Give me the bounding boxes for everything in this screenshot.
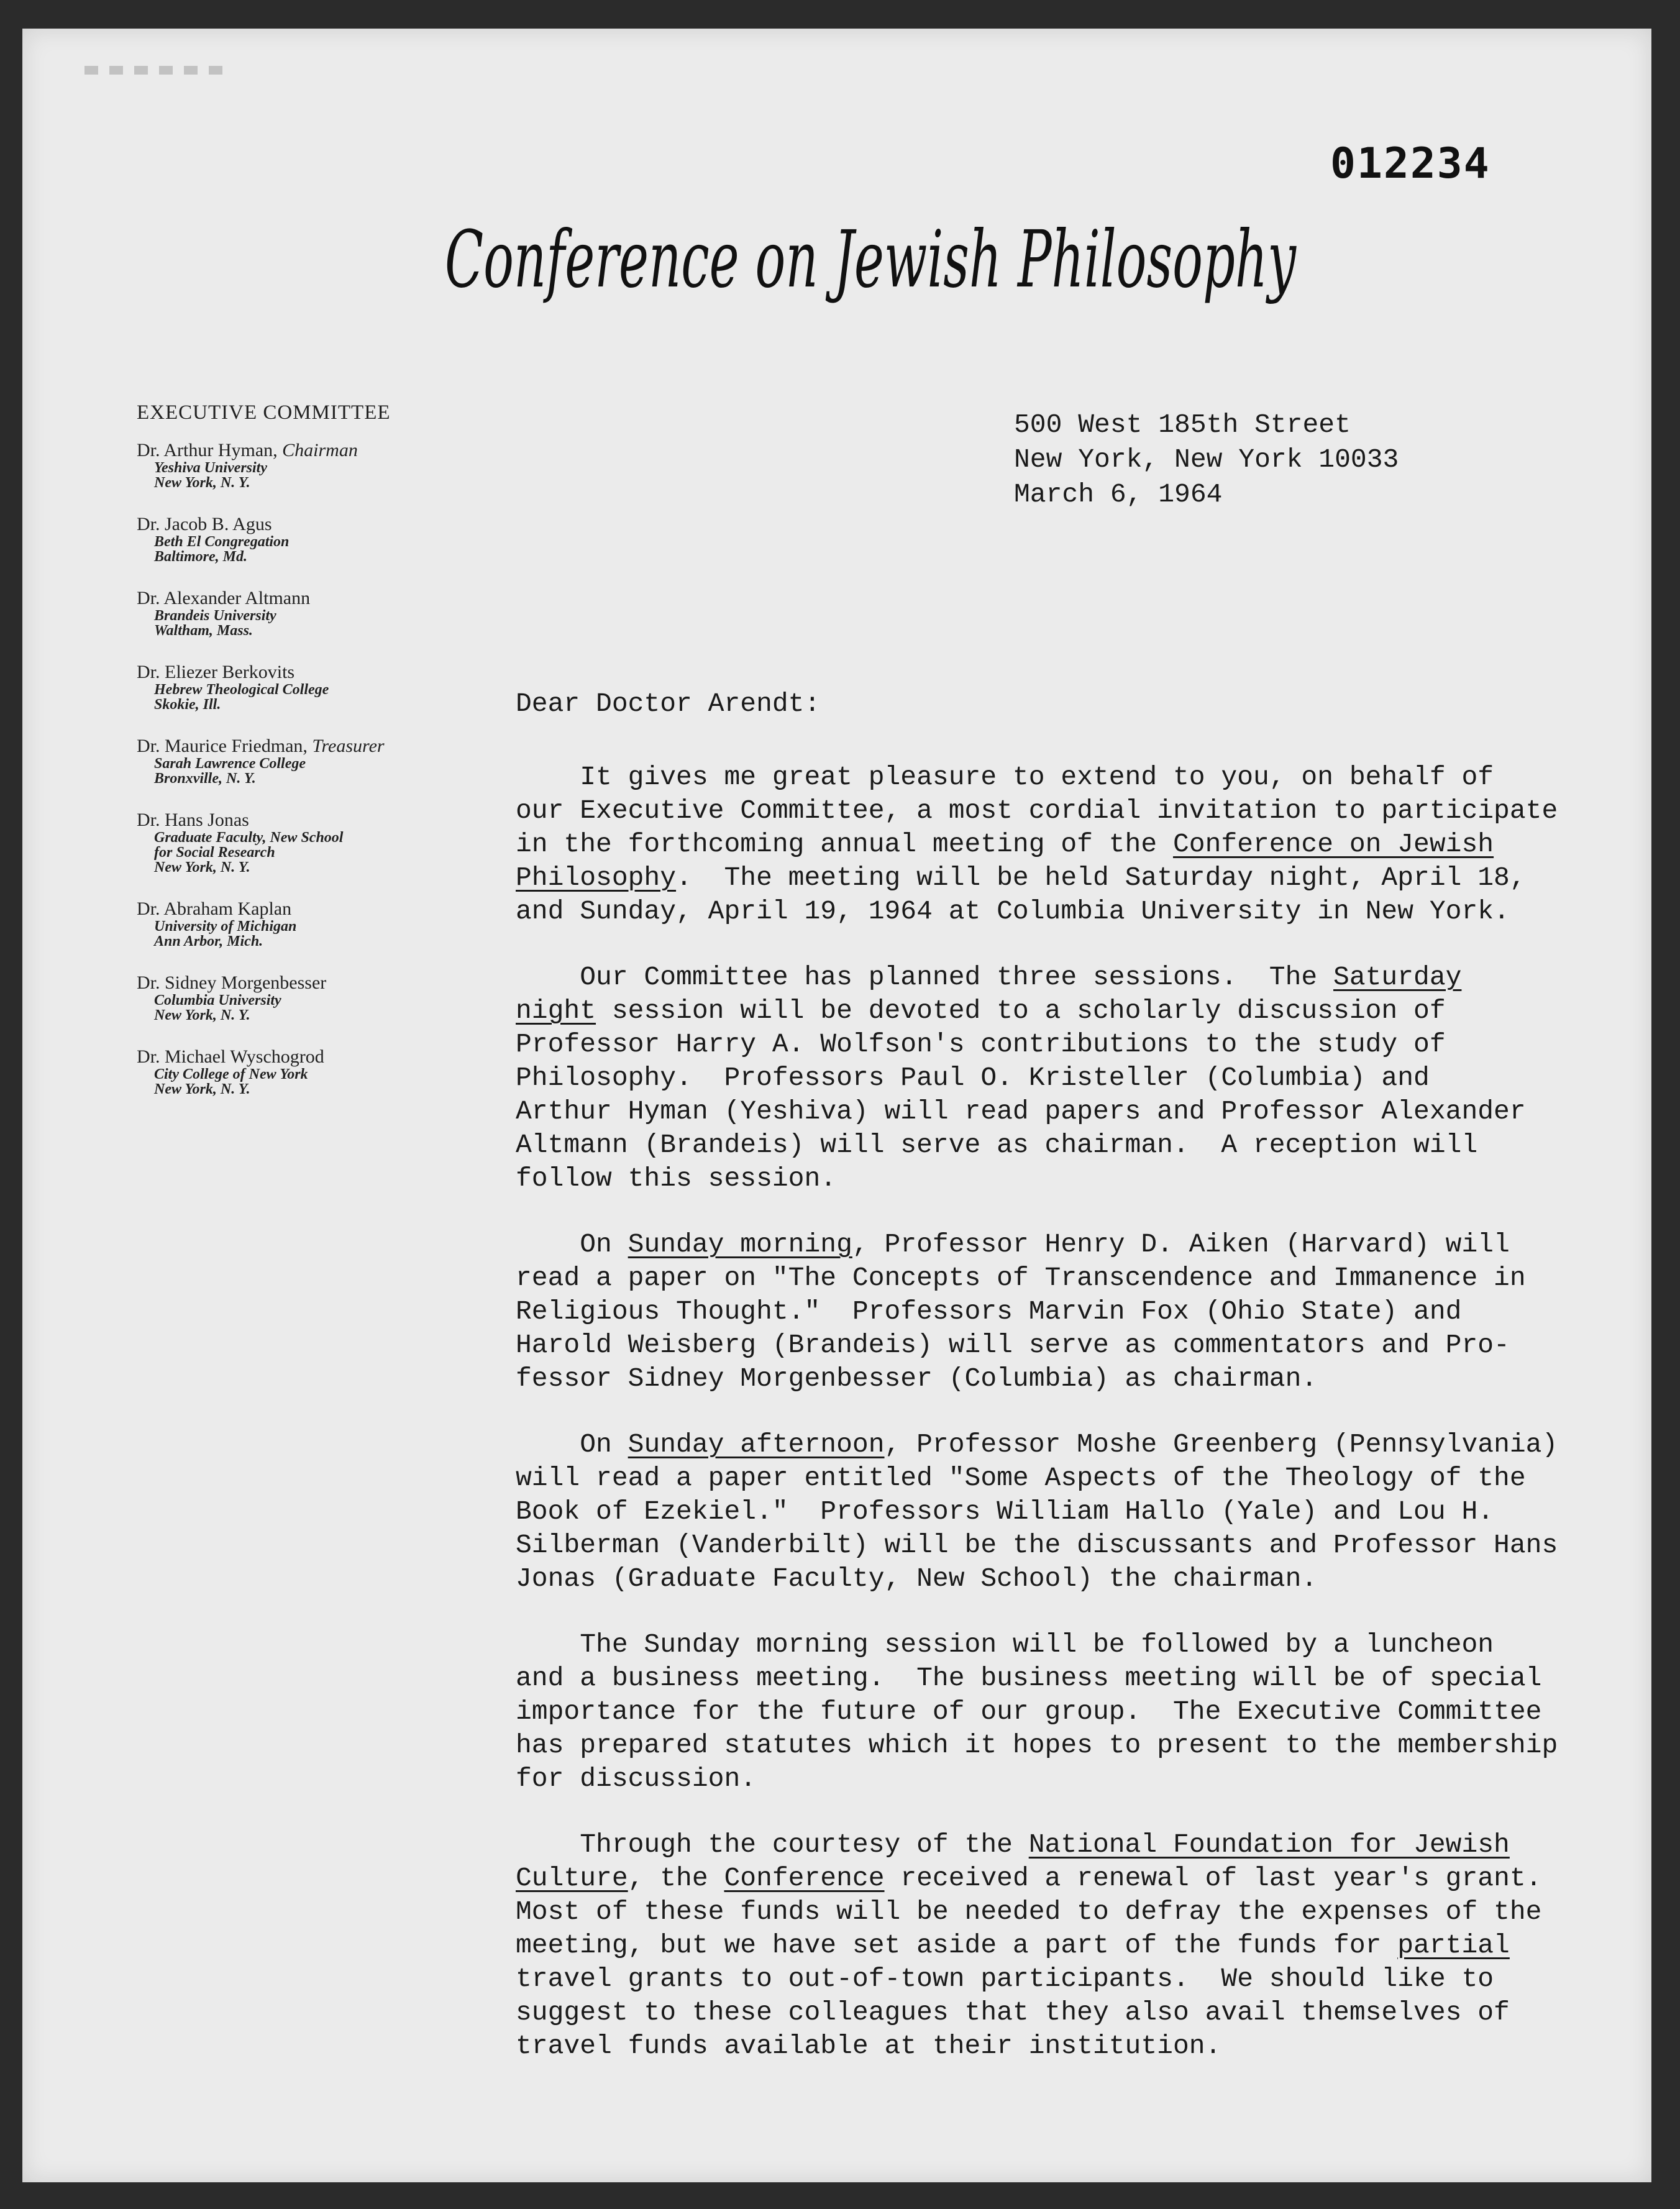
committee-member (137, 514, 509, 564)
letter-line: travel funds available at their institution. (516, 2031, 1221, 2061)
member-name-text: Dr. Maurice Friedman, (137, 736, 313, 756)
underlined-phrase: Culture (516, 1863, 628, 1893)
letter-line: Altmann (Brandeis) will serve as chairman. A reception will (516, 1130, 1478, 1160)
member-affiliation: New York, N. Y. (154, 1007, 250, 1023)
letter-line: Our Committee has planned three sessions. The Saturday (516, 962, 1462, 992)
committee-member (137, 1046, 509, 1097)
paragraph-1 (516, 761, 1572, 928)
letter-line: has prepared statutes which it hopes to present to the membership (516, 1730, 1558, 1760)
paragraph-2 (516, 961, 1572, 1196)
address-street: 500 West 185th Street (1014, 409, 1351, 440)
member-name-text: Dr. Hans Jonas (137, 810, 249, 830)
member-affiliation: Skokie, Ill. (154, 697, 221, 713)
letter-line: meeting, but we have set aside a part of the funds for partial (516, 1930, 1510, 1960)
salutation: Dear Doctor Arendt: (516, 688, 821, 719)
underlined-phrase: Sunday morning (628, 1229, 852, 1260)
scan-mark (84, 66, 234, 75)
member-name-text: Dr. Sidney Morgenbesser (137, 972, 327, 993)
letter-line: Most of these funds will be needed to defray the expenses of the (516, 1896, 1542, 1927)
member-affiliation: New York, N. Y. (154, 475, 250, 491)
letter-line: night session will be devoted to a scholarly discussion of (516, 995, 1446, 1026)
member-name-text: Dr. Alexander Altmann (137, 588, 311, 608)
letter-line: Jonas (Graduate Faculty, New School) the chairman. (516, 1563, 1318, 1594)
underlined-phrase: Sunday afternoon (628, 1429, 885, 1460)
letter-date: March 6, 1964 (1014, 479, 1223, 510)
committee-member (137, 899, 509, 949)
letter-line: Philosophy. Professors Paul O. Kristeller (Columbia) and (516, 1063, 1430, 1093)
committee-member (137, 972, 509, 1023)
member-name (137, 972, 509, 993)
letter-page (22, 29, 1651, 2182)
letter-line: will read a paper entitled "Some Aspects of the Theology of the (516, 1463, 1526, 1493)
member-affiliation: Brandeis University (154, 608, 276, 624)
member-name-text: Dr. Michael Wyschogrod (137, 1046, 324, 1067)
letter-line: follow this session. (516, 1163, 837, 1194)
letter-line: travel grants to out-of-town participants. We should like to (516, 1964, 1494, 1994)
member-affiliation: University of Michigan (154, 918, 297, 935)
member-affiliation: Yeshiva University (154, 460, 267, 476)
member-affiliation: New York, N. Y. (154, 1081, 250, 1097)
underlined-phrase: partial (1397, 1930, 1510, 1960)
letter-line: Religious Thought." Professors Marvin Fox (Ohio State) and (516, 1296, 1462, 1327)
committee-member-list (137, 440, 509, 1097)
letter-line: for discussion. (516, 1763, 757, 1794)
member-affiliation: Waltham, Mass. (154, 623, 253, 639)
letter-line: read a paper on "The Concepts of Transcendence and Immanence in (516, 1263, 1526, 1293)
member-affiliation: Sarah Lawrence College (154, 756, 306, 772)
member-name (137, 1046, 509, 1067)
member-affiliation: for Social Research (154, 844, 275, 861)
letterhead-title-text: Conference on Jewish Philosophy (445, 214, 1297, 305)
sender-address (1014, 408, 1399, 512)
letter-line: Culture, the Conference received a renewal of last year's grant. (516, 1863, 1542, 1893)
member-name (137, 662, 509, 682)
paragraph-3 (516, 1228, 1572, 1396)
letter-line: On Sunday afternoon, Professor Moshe Greenberg (Pennsylvania) (516, 1429, 1558, 1460)
letter-line: Philosophy. The meeting will be held Saturday night, April 18, (516, 862, 1526, 893)
member-role: Chairman (282, 440, 358, 460)
document-number: 012234 (1330, 139, 1491, 188)
member-name-text: Dr. Abraham Kaplan (137, 899, 292, 919)
letter-line: Professor Harry A. Wolfson's contributions to the study of (516, 1029, 1446, 1059)
letter-line: and Sunday, April 19, 1964 at Columbia University in New York. (516, 896, 1510, 926)
executive-committee (137, 401, 509, 1120)
committee-member (137, 440, 509, 490)
letter-line: Book of Ezekiel." Professors William Hallo (Yale) and Lou H. (516, 1496, 1494, 1527)
letter-line: The Sunday morning session will be followed by a luncheon (516, 1629, 1494, 1660)
member-name-text: Dr. Eliezer Berkovits (137, 662, 295, 682)
letter-body (516, 687, 1572, 2095)
letter-line: suggest to these colleagues that they also avail themselves of (516, 1997, 1510, 2028)
paragraph-5 (516, 1628, 1572, 1796)
letter-line: On Sunday morning, Professor Henry D. Aiken (Harvard) will (516, 1229, 1510, 1260)
letter-line: in the forthcoming annual meeting of the Conference on Jewish (516, 829, 1494, 859)
member-affiliation: New York, N. Y. (154, 859, 250, 876)
underlined-phrase: National Foundation for Jewish (1028, 1829, 1510, 1860)
member-affiliation: Hebrew Theological College (154, 682, 329, 698)
letter-line: Silberman (Vanderbilt) will be the discussants and Professor Hans (516, 1530, 1558, 1560)
paragraph-6 (516, 1828, 1572, 2063)
committee-member (137, 736, 509, 786)
underlined-phrase: Philosophy (516, 862, 677, 893)
letter-line: Harold Weisberg (Brandeis) will serve as commentators and Pro- (516, 1330, 1510, 1360)
committee-member (137, 810, 509, 875)
member-name (137, 899, 509, 919)
letter-line: our Executive Committee, a most cordial invitation to participate (516, 795, 1558, 826)
member-name (137, 514, 509, 534)
paragraph-4 (516, 1428, 1572, 1596)
letter-line: It gives me great pleasure to extend to you, on behalf of (516, 762, 1494, 792)
letter-line: and a business meeting. The business meeting will be of special (516, 1663, 1542, 1693)
underlined-phrase: Conference (724, 1863, 885, 1893)
member-affiliation: Beth El Congregation (154, 534, 290, 550)
committee-heading: EXECUTIVE COMMITTEE (137, 401, 391, 424)
member-affiliation: Ann Arbor, Mich. (154, 933, 263, 949)
address-city: New York, New York 10033 (1014, 444, 1399, 475)
committee-member (137, 588, 509, 638)
member-name (137, 736, 509, 756)
member-name-text: Dr. Arthur Hyman, (137, 440, 283, 460)
member-role: Treasurer (312, 736, 385, 756)
member-name (137, 588, 509, 608)
member-affiliation: City College of New York (154, 1066, 308, 1082)
member-name (137, 440, 509, 460)
member-name-text: Dr. Jacob B. Agus (137, 514, 272, 534)
member-name (137, 810, 509, 830)
letter-line: Arthur Hyman (Yeshiva) will read papers and Professor Alexander (516, 1096, 1526, 1127)
member-affiliation: Baltimore, Md. (154, 549, 248, 565)
underlined-phrase: night (516, 995, 596, 1026)
underlined-phrase: Saturday (1333, 962, 1462, 992)
letter-line: fessor Sidney Morgenbesser (Columbia) as chairman. (516, 1363, 1318, 1394)
member-affiliation: Columbia University (154, 992, 281, 1008)
underlined-phrase: Conference on Jewish (1172, 829, 1494, 859)
member-affiliation: Graduate Faculty, New School (154, 830, 344, 846)
letterhead-title (445, 196, 1302, 333)
committee-member (137, 662, 509, 712)
member-affiliation: Bronxville, N. Y. (154, 771, 256, 787)
letter-line: Through the courtesy of the National Foundation for Jewish (516, 1829, 1510, 1860)
letter-line: importance for the future of our group. The Executive Committee (516, 1696, 1542, 1727)
